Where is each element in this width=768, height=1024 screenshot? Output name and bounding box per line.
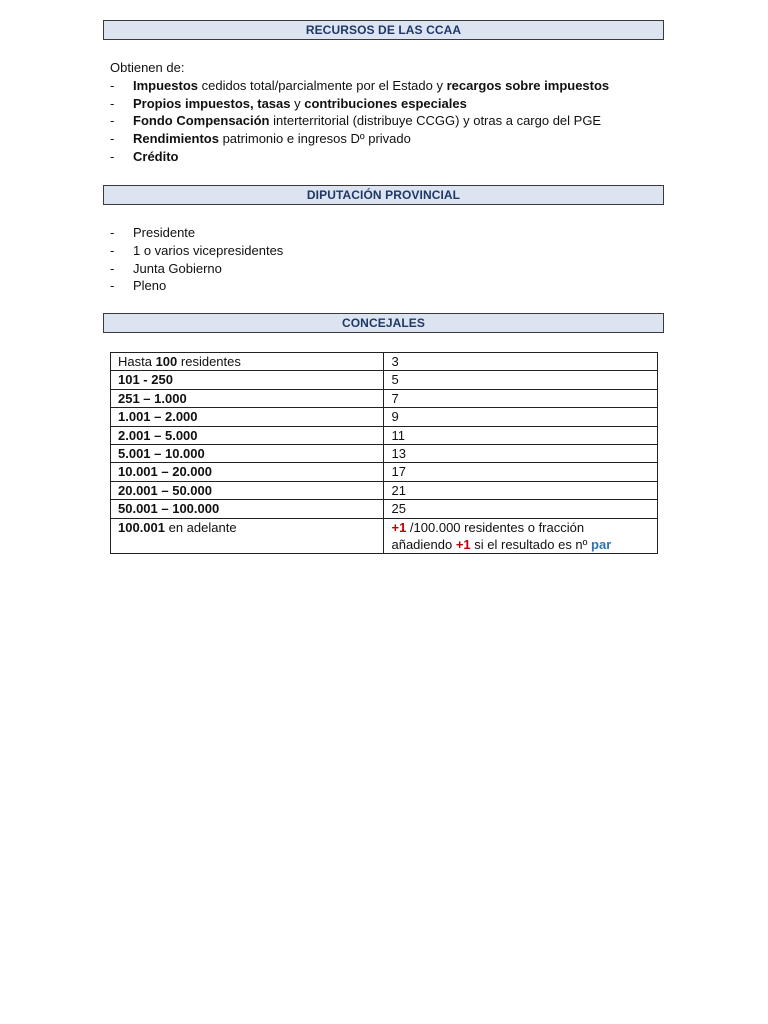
range-cell <box>111 444 384 462</box>
count-cell: 21 <box>384 481 658 499</box>
range-rest: en adelante <box>165 519 237 535</box>
concejales-table-body <box>111 353 658 519</box>
range-cell <box>111 518 384 553</box>
diputacion-list <box>110 224 283 295</box>
concejales-table <box>110 352 658 554</box>
list-item-text: interterritorial (distribuye CCGG) y otras a cargo del PGE <box>269 113 602 129</box>
list-item-text: cedidos total/parcialmente por el Estado y <box>198 77 447 93</box>
count-cell: 13 <box>384 444 658 462</box>
dash-bullet: - <box>110 77 115 93</box>
list-item <box>110 130 609 148</box>
range-text: residentes <box>177 354 241 369</box>
dash-bullet: - <box>110 95 115 111</box>
range-cell <box>111 371 384 389</box>
list-item-text: y <box>290 95 305 111</box>
dash-bullet: - <box>110 225 115 240</box>
count-cell: 25 <box>384 500 658 518</box>
recursos-block <box>110 59 609 166</box>
range-cell <box>111 353 384 371</box>
par-text: par <box>591 536 612 552</box>
range-text: 1.001 – 2.000 <box>118 409 198 425</box>
recursos-header: RECURSOS DE LAS CCAA <box>103 20 664 40</box>
range-text: 251 – 1.000 <box>118 390 187 406</box>
list-item-text: contribuciones especiales <box>304 95 467 111</box>
table-row <box>111 353 658 371</box>
list-item-text: Crédito <box>133 148 179 164</box>
range-cell <box>111 426 384 444</box>
count-cell: 3 <box>384 353 658 371</box>
count-cell: 11 <box>384 426 658 444</box>
list-item-text: Fondo Compensación <box>133 113 270 129</box>
range-text: 100 <box>155 354 178 369</box>
plus-one-text: +1 <box>455 536 471 552</box>
table-row <box>111 463 658 481</box>
range-text: 2.001 – 5.000 <box>118 427 198 443</box>
dash-bullet: - <box>110 242 115 258</box>
range-text: 5.001 – 10.000 <box>118 445 205 461</box>
range-bold: 100.001 <box>118 519 165 535</box>
table-row <box>111 481 658 499</box>
list-item-text: Impuestos <box>133 77 199 93</box>
dash-bullet: - <box>110 131 115 147</box>
recursos-intro: Obtienen de: <box>110 60 185 75</box>
count-line-2-b: si el resultado es nº <box>470 536 592 552</box>
dash-bullet: - <box>110 278 115 294</box>
count-line-2 <box>391 536 657 553</box>
list-item <box>110 277 283 295</box>
range-text: 101 - 250 <box>118 372 173 388</box>
diputacion-block <box>110 224 283 295</box>
dash-bullet: - <box>110 113 115 129</box>
table-row <box>111 518 658 553</box>
range-cell <box>111 408 384 426</box>
range-text: 50.001 – 100.000 <box>118 501 220 517</box>
list-item-text: Propios impuestos, tasas <box>133 95 291 111</box>
list-item <box>110 242 283 260</box>
plus-one-text: +1 <box>391 519 407 535</box>
count-cell: 5 <box>384 371 658 389</box>
count-line-2-a: añadiendo <box>391 536 456 552</box>
table-row <box>111 389 658 407</box>
range-cell <box>111 389 384 407</box>
list-item-text: Presidente <box>133 225 196 240</box>
count-cell <box>384 518 658 553</box>
diputacion-header: DIPUTACIÓN PROVINCIAL <box>103 185 664 205</box>
list-item <box>110 77 609 95</box>
count-cell: 17 <box>384 463 658 481</box>
list-item-text: Pleno <box>133 278 167 294</box>
dash-bullet: - <box>110 148 115 164</box>
list-item-text: Rendimientos <box>133 131 219 147</box>
count-cell: 7 <box>384 389 658 407</box>
table-row <box>111 371 658 389</box>
table-row <box>111 426 658 444</box>
list-item-text: patrimonio e ingresos Dº privado <box>218 131 411 147</box>
table-row <box>111 444 658 462</box>
range-cell <box>111 463 384 481</box>
range-cell <box>111 481 384 499</box>
list-item <box>110 260 283 278</box>
list-item-text: recargos sobre impuestos <box>446 77 610 93</box>
concejales-last-row-body <box>111 518 658 553</box>
list-item <box>110 112 609 130</box>
list-item <box>110 95 609 113</box>
range-text: 10.001 – 20.000 <box>118 464 212 480</box>
dash-bullet: - <box>110 260 115 276</box>
table-row <box>111 500 658 518</box>
list-item <box>110 224 283 242</box>
range-cell <box>111 500 384 518</box>
range-text: Hasta <box>118 354 156 369</box>
list-item-text: 1 o varios vicepresidentes <box>133 242 284 258</box>
recursos-list <box>110 77 609 166</box>
count-line-1 <box>391 519 657 536</box>
list-item <box>110 148 609 166</box>
list-item-text: Junta Gobierno <box>133 260 222 276</box>
count-cell: 9 <box>384 408 658 426</box>
concejales-header: CONCEJALES <box>103 313 664 333</box>
table-row <box>111 408 658 426</box>
count-line-1-rest: /100.000 residentes o fracción <box>406 519 585 535</box>
range-text: 20.001 – 50.000 <box>118 482 212 498</box>
